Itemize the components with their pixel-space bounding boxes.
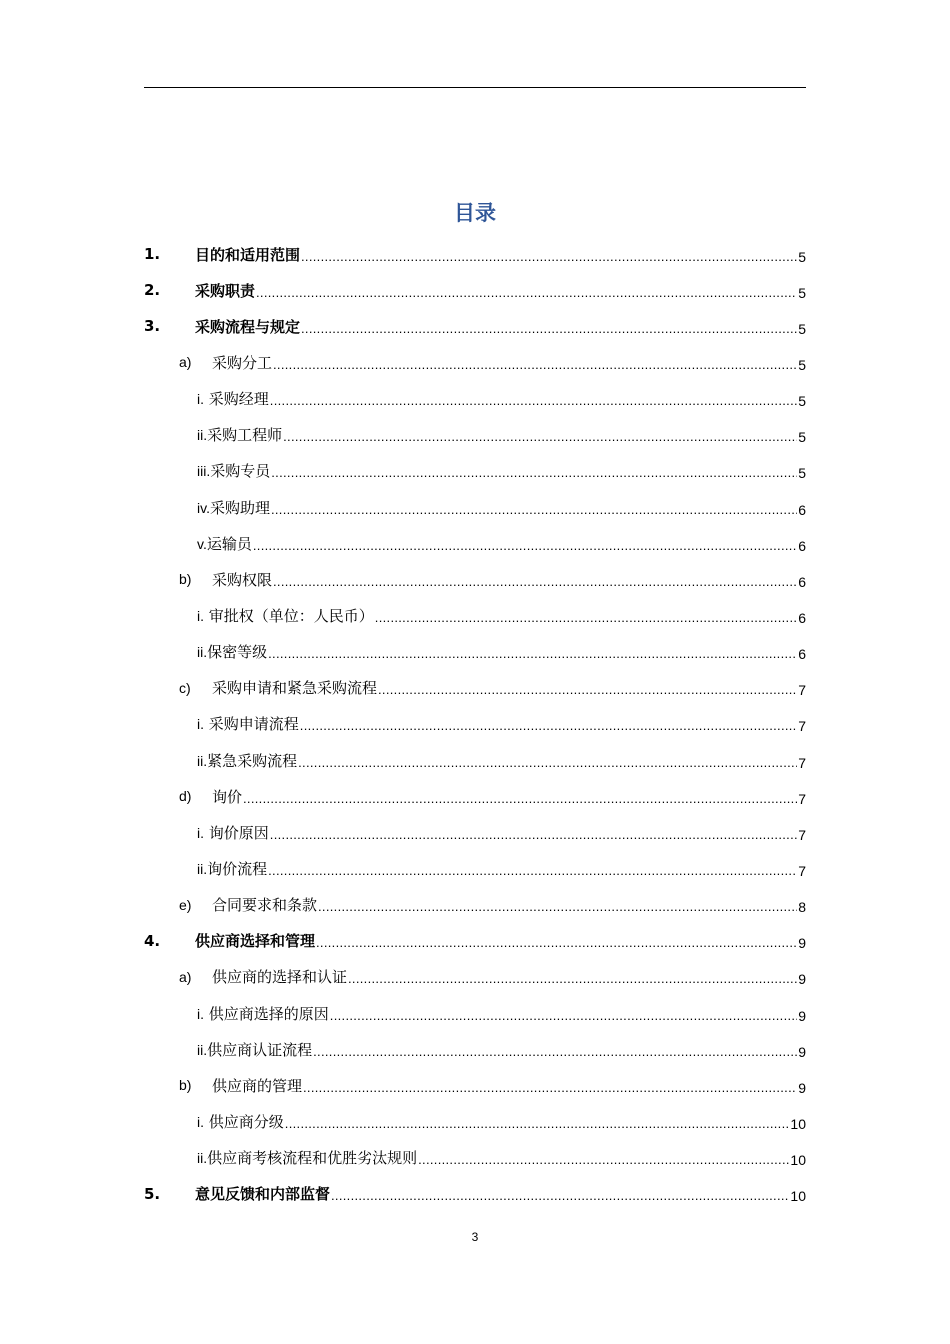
toc-entry[interactable] <box>0 561 950 597</box>
dot-leader <box>273 574 797 590</box>
toc-entry-line <box>197 750 806 771</box>
dot-leader <box>348 971 797 987</box>
dot-leader <box>283 429 797 445</box>
dot-leader <box>268 863 797 879</box>
toc-entry-line <box>197 1111 806 1132</box>
dot-leader <box>253 538 797 554</box>
toc-entry-label: 采购权限 <box>212 570 273 589</box>
toc-entry-number: ii. <box>197 752 208 769</box>
dot-leader <box>243 791 797 807</box>
dot-leader <box>316 935 797 951</box>
toc-entry-label: 供应商选择和管理 <box>195 932 316 951</box>
toc-entry-page: 6 <box>798 646 806 663</box>
toc-entry-number: i. <box>197 1113 204 1130</box>
toc-entry[interactable] <box>0 1067 950 1103</box>
toc-entry-line <box>197 1003 806 1024</box>
toc-entry-line <box>197 605 806 626</box>
toc-entry-number: iv. <box>197 499 210 516</box>
toc-entry-label <box>197 641 267 662</box>
toc-entry-number: 2. <box>144 281 161 300</box>
toc-entry-number: ii. <box>197 644 208 661</box>
toc-entry-label: 合同要求和条款 <box>212 896 318 915</box>
toc-entry-line <box>197 1147 806 1168</box>
toc-entry-page: 5 <box>798 429 806 446</box>
toc-entry-line <box>197 388 806 409</box>
toc-entry-text: 紧急采购流程 <box>207 751 298 770</box>
toc-entry-label <box>197 497 270 518</box>
toc-entry-line <box>212 786 806 807</box>
toc-entry-label <box>197 1111 284 1132</box>
toc-entry-text: 采购申请流程 <box>208 715 299 734</box>
toc-entry-page: 10 <box>790 1115 806 1132</box>
toc-entry-line <box>197 822 806 843</box>
toc-entry-number: a) <box>179 968 192 985</box>
toc-entry-line <box>195 930 806 951</box>
toc-title: 目录 <box>454 201 496 225</box>
toc-entry-page: 9 <box>798 935 806 952</box>
dot-leader <box>301 249 797 265</box>
dot-leader <box>273 357 797 373</box>
toc-entry-number: i. <box>197 607 204 624</box>
toc-entry-number: v. <box>197 535 207 552</box>
toc-entry[interactable] <box>0 308 950 344</box>
toc-entry-line <box>197 533 806 554</box>
toc-entry[interactable] <box>0 778 950 814</box>
toc-entry-label <box>197 1147 417 1168</box>
toc-entry-line <box>195 1183 806 1204</box>
toc-entry[interactable] <box>0 995 950 1031</box>
toc-entry-number: i. <box>197 824 204 841</box>
toc-entry-label: 采购申请和紧急采购流程 <box>212 679 378 698</box>
page-number: 3 <box>471 1230 479 1244</box>
toc-entry-page: 5 <box>798 465 806 482</box>
toc-entry-line <box>195 244 806 265</box>
toc-entry-page: 7 <box>798 682 806 699</box>
toc-entry[interactable] <box>0 670 950 706</box>
toc-entry-number: a) <box>179 354 192 371</box>
toc-entry-page: 9 <box>798 1079 806 1096</box>
toc-entry-page: 6 <box>798 573 806 590</box>
toc-entry[interactable] <box>0 742 950 778</box>
toc-entry-text: 审批权（单位：人民币） <box>208 606 374 625</box>
toc-entry[interactable] <box>0 381 950 417</box>
dot-leader <box>301 321 797 337</box>
toc-entry-text: 询价流程 <box>207 859 268 878</box>
toc-entry-label <box>197 460 270 481</box>
toc-entry-text: 采购助理 <box>209 498 270 517</box>
toc-entry[interactable] <box>0 489 950 525</box>
toc-entry[interactable] <box>0 814 950 850</box>
dot-leader <box>298 755 797 771</box>
toc-entry-number: i. <box>197 391 204 408</box>
toc-entry[interactable] <box>0 525 950 561</box>
toc-entry-page: 7 <box>798 790 806 807</box>
toc-entry-label: 供应商的选择和认证 <box>212 968 348 987</box>
toc-entry-number: d) <box>179 788 192 805</box>
toc-entry-page: 10 <box>790 1152 806 1169</box>
toc-entry-label <box>197 605 374 626</box>
toc-entry-page: 5 <box>798 248 806 265</box>
toc-entry-page: 6 <box>798 501 806 518</box>
dot-leader <box>300 718 797 734</box>
toc-entry-line <box>197 641 806 662</box>
toc-entry-line <box>212 966 806 987</box>
toc-entry-number: iii. <box>197 463 211 480</box>
toc-entry-number: i. <box>197 1005 204 1022</box>
dot-leader <box>375 610 797 626</box>
toc-entry-text: 供应商选择的原因 <box>208 1004 329 1023</box>
toc-entry-label <box>197 858 267 879</box>
toc-entry-text: 供应商分级 <box>208 1112 284 1131</box>
toc-entry-label: 询价 <box>212 787 243 806</box>
toc-entry-line <box>197 713 806 734</box>
dot-leader <box>313 1044 797 1060</box>
toc-entry-line <box>197 858 806 879</box>
toc-entry-number: 3. <box>144 317 161 336</box>
toc-entry[interactable] <box>0 1031 950 1067</box>
toc-entry-text: 供应商认证流程 <box>207 1040 313 1059</box>
dot-leader <box>318 899 797 915</box>
toc-entry[interactable] <box>0 344 950 380</box>
toc-entry-number: ii. <box>197 427 208 444</box>
toc-entry-label <box>197 1039 312 1060</box>
table-of-contents <box>0 236 950 1212</box>
toc-entry-page: 10 <box>790 1188 806 1205</box>
toc-entry-number: 1. <box>144 245 161 264</box>
toc-entry-line <box>197 460 806 481</box>
header-rule <box>144 87 806 88</box>
toc-entry-page: 7 <box>798 754 806 771</box>
toc-entry-label: 采购分工 <box>212 353 273 372</box>
toc-entry-page: 6 <box>798 609 806 626</box>
toc-entry-page: 6 <box>798 537 806 554</box>
toc-entry-line <box>197 1039 806 1060</box>
toc-entry[interactable] <box>0 1103 950 1139</box>
toc-entry-number: b) <box>179 1077 192 1094</box>
dot-leader <box>268 646 797 662</box>
toc-entry-number: c) <box>179 679 191 696</box>
toc-entry-text: 采购经理 <box>208 390 269 409</box>
toc-entry-label <box>197 713 299 734</box>
dot-leader <box>285 1116 790 1132</box>
toc-entry-number: e) <box>179 896 192 913</box>
dot-leader <box>271 465 797 481</box>
dot-leader <box>271 502 797 518</box>
toc-entry-number: ii. <box>197 1150 208 1167</box>
dot-leader <box>418 1152 789 1168</box>
toc-entry[interactable] <box>0 1140 950 1176</box>
toc-entry[interactable] <box>0 236 950 272</box>
toc-entry-line <box>212 1075 806 1096</box>
dot-leader <box>270 827 797 843</box>
toc-entry-page: 8 <box>798 899 806 916</box>
toc-entry-number: b) <box>179 571 192 588</box>
toc-entry-text: 保密等级 <box>207 643 268 662</box>
toc-entry-page: 9 <box>798 1043 806 1060</box>
toc-entry[interactable] <box>0 417 950 453</box>
toc-entry-label: 目的和适用范围 <box>195 245 301 264</box>
toc-entry-line <box>212 677 806 698</box>
toc-entry-label: 意见反馈和内部监督 <box>195 1185 331 1204</box>
toc-entry-label: 采购流程与规定 <box>195 317 301 336</box>
toc-entry-text: 供应商考核流程和优胜劣汰规则 <box>207 1149 418 1168</box>
toc-entry[interactable] <box>0 597 950 633</box>
toc-entry[interactable] <box>0 634 950 670</box>
toc-entry-page: 9 <box>798 971 806 988</box>
toc-entry[interactable] <box>0 453 950 489</box>
toc-entry-number: ii. <box>197 1041 208 1058</box>
toc-entry-line <box>212 352 806 373</box>
toc-entry[interactable] <box>0 706 950 742</box>
toc-entry-page: 7 <box>798 718 806 735</box>
toc-entry-line <box>212 569 806 590</box>
toc-entry-line <box>197 424 806 445</box>
toc-entry-label <box>197 424 282 445</box>
toc-entry-label <box>197 388 269 409</box>
toc-entry[interactable] <box>0 272 950 308</box>
toc-entry-page: 9 <box>798 1007 806 1024</box>
toc-entry-label <box>197 533 252 554</box>
toc-entry-text: 采购专员 <box>210 462 271 481</box>
toc-entry-number: ii. <box>197 860 208 877</box>
toc-entry-label <box>197 750 297 771</box>
toc-entry-page: 7 <box>798 862 806 879</box>
toc-entry-number: 5. <box>144 1184 161 1203</box>
toc-entry[interactable] <box>0 850 950 886</box>
toc-entry-number: i. <box>197 716 204 733</box>
toc-entry-line <box>212 894 806 915</box>
toc-entry-page: 5 <box>798 393 806 410</box>
dot-leader <box>270 393 797 409</box>
dot-leader <box>331 1188 789 1204</box>
dot-leader <box>330 1008 797 1024</box>
toc-entry-line <box>197 497 806 518</box>
toc-entry-page: 5 <box>798 320 806 337</box>
toc-entry-text: 运输员 <box>206 534 252 553</box>
toc-entry[interactable] <box>0 959 950 995</box>
toc-entry[interactable] <box>0 923 950 959</box>
toc-entry-page: 5 <box>798 284 806 301</box>
toc-entry-label <box>197 822 269 843</box>
toc-entry-page: 7 <box>798 826 806 843</box>
toc-entry-line <box>195 316 806 337</box>
toc-entry-label: 采购职责 <box>195 281 256 300</box>
dot-leader <box>256 285 797 301</box>
toc-entry-number: 4. <box>144 931 161 950</box>
dot-leader <box>303 1080 797 1096</box>
toc-entry-text: 询价原因 <box>208 823 269 842</box>
toc-entry-label <box>197 1003 329 1024</box>
toc-entry-page: 5 <box>798 356 806 373</box>
toc-entry[interactable] <box>0 887 950 923</box>
toc-entry-text: 采购工程师 <box>207 426 283 445</box>
toc-entry-label: 供应商的管理 <box>212 1076 303 1095</box>
dot-leader <box>378 682 797 698</box>
toc-entry[interactable] <box>0 1176 950 1212</box>
toc-entry-line <box>195 280 806 301</box>
